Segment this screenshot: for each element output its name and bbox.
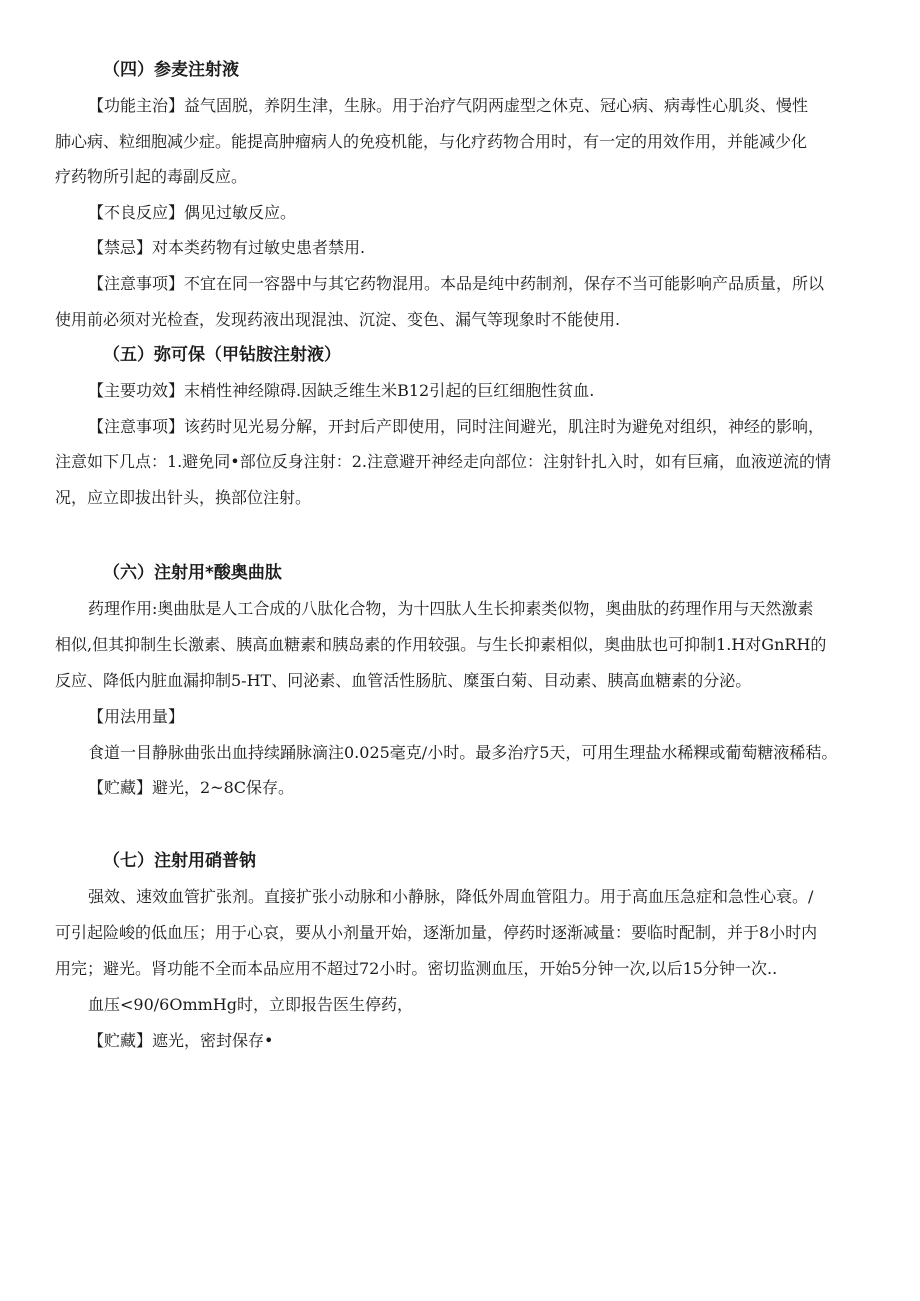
section-7-line-4: 血压<90/6OmmHg时，立即报告医生停药， <box>88 995 413 1014</box>
section-6-line-2: 相似,但其抑制生长激素、胰高血糖素和胰岛素的作用较强。与生长抑素相似，奥曲肽也可抑制1.H对GnRH的 <box>55 635 827 654</box>
section-heading-4: （四）参麦注射液 <box>103 60 239 80</box>
section-4-line-6: 【注意事项】不宜在同一容器中与其它药物混用。本品是纯中药制剂，保存不当可能影响产品质量，所以 <box>88 274 825 293</box>
section-heading-7: （七）注射用硝普钠 <box>103 851 256 871</box>
section-6-line-1: 药理作用:奥曲肽是人工合成的八肽化合物，为十四肽人生长抑素类似物，奥曲肽的药理作用与天然激素 <box>88 599 814 618</box>
section-5-line-2: 【注意事项】该药时见光易分解，开封后产即使用，同时注间避光，肌注时为避免对组织，神经的影响， <box>88 417 825 436</box>
section-6-line-5: 食道一目静脉曲张出血持续踊脉滴注0.025毫克/小时。最多治疗5天，可用生理盐水稀粿或葡萄糖液稀秸。 <box>88 743 838 762</box>
section-7-line-2: 可引起险峻的低血压；用于心哀，要从小剂量开始，逐渐加量，停药时逐渐减量：要临时配制，并于8小时内 <box>55 923 818 942</box>
section-4-line-4: 【不良反应】偶见过敏反应。 <box>88 203 297 222</box>
section-5-line-3: 注意如下几点：1.避免同•部位反身注射：2.注意避开神经走向部位：注射针扎入时，如有巨痛，血液逆流的情 <box>55 452 831 471</box>
section-5-line-4: 况，应立即拔出针头，换部位注射。 <box>55 488 312 507</box>
section-6-line-4: 【用法用量】 <box>88 707 185 726</box>
section-7-line-5: 【贮藏】遮光，密封保存• <box>88 1031 274 1050</box>
section-5-line-1: 【主要功效】末梢性神经隙碍.因缺乏维生米B12引起的巨红细胞性贫血. <box>88 381 595 400</box>
section-4-line-5: 【禁忌】对本类药物有过敏史患者禁用. <box>88 238 366 257</box>
section-heading-5: （五）弥可保（甲钻胺注射液） <box>103 345 341 365</box>
section-6-line-3: 反应、降低内脏血漏抑制5-HT、冋泌素、血管活性肠肮、糜蛋白菊、目动素、胰高血糖素的分泌。 <box>55 671 752 690</box>
section-4-line-7: 使用前必须对光检查，发现药液出现混浊、沉淀、变色、漏气等现象时不能使用. <box>55 310 621 329</box>
section-6-line-6: 【贮藏】避光，2~8C保存。 <box>88 778 295 797</box>
section-heading-6: （六）注射用*酸奥曲肽 <box>103 563 282 583</box>
section-7-line-3: 用完；避光。肾功能不全而本品应用不超过72小时。密切监测血压，开始5分钟一次,以后15分钟一次.. <box>55 959 778 978</box>
section-7-line-1: 强效、速效血管扩张剂。直接扩张小动脉和小静脉，降低外周血管阻力。用于高血压急症和急性心衰。/ <box>88 887 814 906</box>
section-4-line-1: 【功能主治】益气固脱，养阴生津，生脉。用于治疗气阴两虚型之休克、冠心病、病毒性心肌炎、慢性 <box>88 96 809 115</box>
section-4-line-2: 肺心病、粒细胞减少症。能提高肿瘤病人的免疫机能，与化疗药物合用时，有一定的用效作用，并能减少化 <box>55 132 808 151</box>
section-4-line-3: 疗药物所引起的毒副反应。 <box>55 167 248 186</box>
